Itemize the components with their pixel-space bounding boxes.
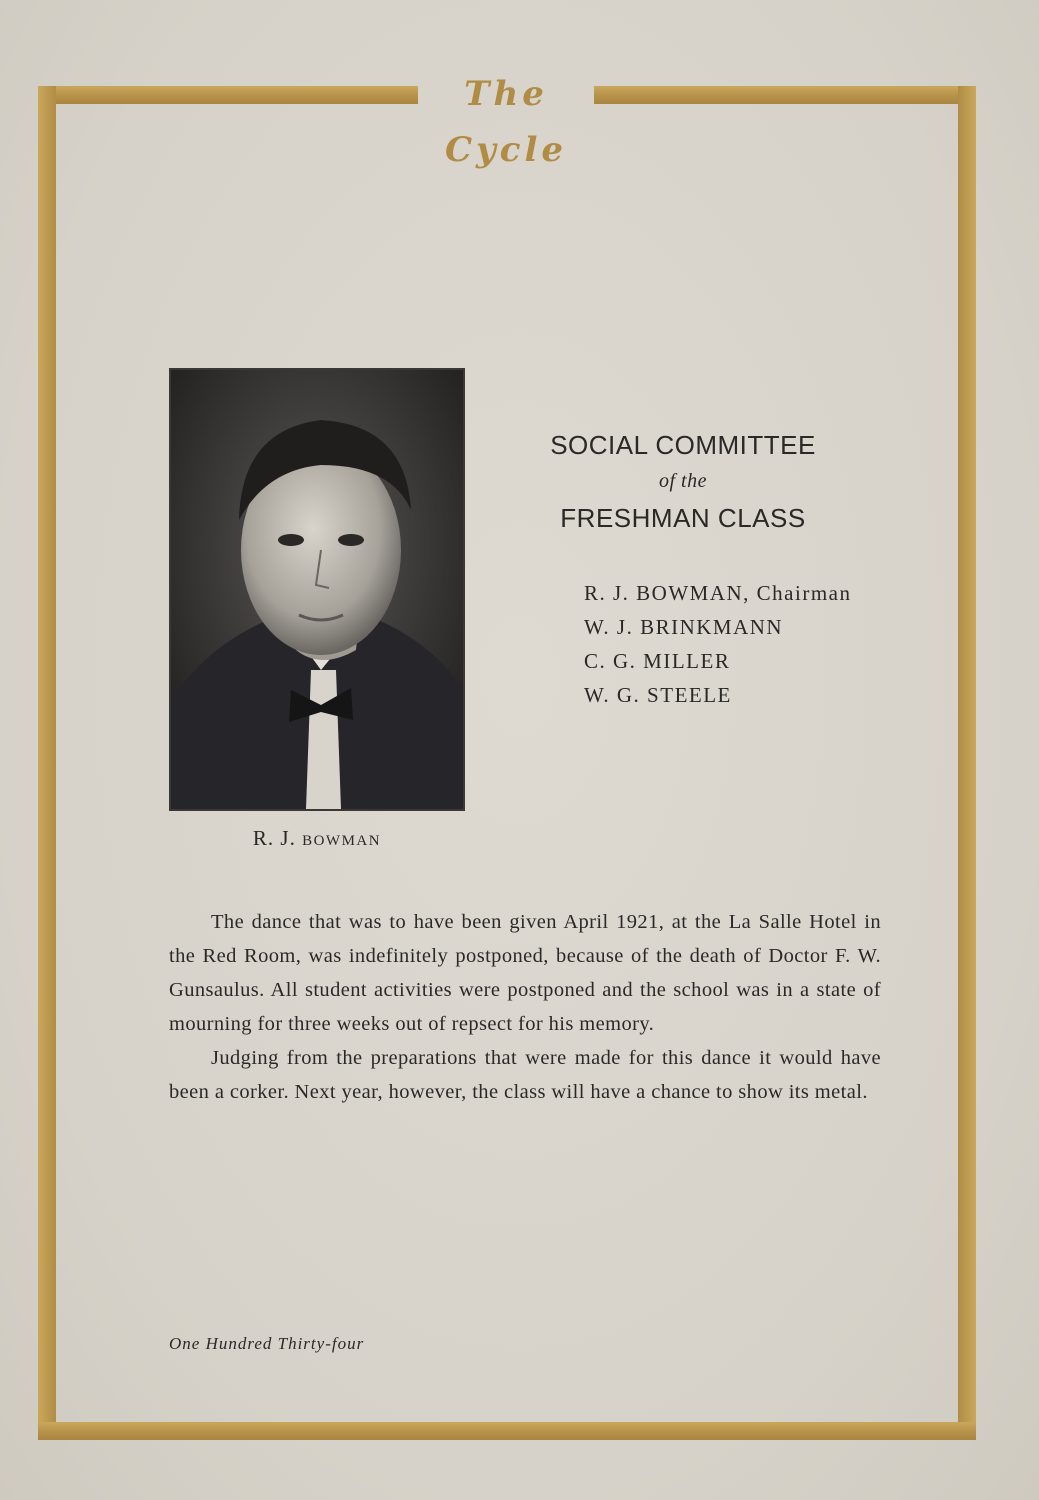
committee-member-list bbox=[584, 576, 904, 712]
frame-right bbox=[958, 86, 976, 1440]
paragraph: Judging from the preparations that were made for this dance it would have been a corker. Next year, however, the class will have a chance to show its metal. bbox=[169, 1047, 881, 1103]
portrait-photo bbox=[169, 368, 465, 811]
frame-top-left bbox=[38, 86, 418, 104]
photo-caption bbox=[169, 826, 465, 851]
body-text bbox=[169, 905, 881, 1109]
member-item: C. G. MILLER bbox=[584, 649, 731, 673]
caption-name: BOWMAN bbox=[302, 833, 382, 849]
heading-line-3: FRESHMAN CLASS bbox=[560, 503, 806, 533]
frame-bottom bbox=[38, 1422, 976, 1440]
heading-line-1: SOCIAL COMMITTEE bbox=[550, 430, 816, 460]
paragraph: The dance that was to have been given April 1921, at the La Salle Hotel in the Red Room, was indefinitely postponed, because of the death of Doctor F. W. Gunsaulus. All student activities were postponed and the school was in a state of mourning for three weeks out of repsect for his memory. bbox=[169, 911, 881, 1035]
member-item: W. J. BRINKMANN bbox=[584, 615, 784, 639]
frame-top-right bbox=[594, 86, 975, 104]
running-head: The Cycle bbox=[444, 74, 568, 170]
member-item: R. J. BOWMAN, Chairman bbox=[584, 581, 852, 605]
page-number: One Hundred Thirty-four bbox=[169, 1334, 365, 1353]
member-item: W. G. STEELE bbox=[584, 683, 732, 707]
frame-left bbox=[38, 86, 56, 1440]
heading-line-2: of the bbox=[659, 470, 707, 492]
caption-initials: R. J. bbox=[252, 826, 303, 850]
